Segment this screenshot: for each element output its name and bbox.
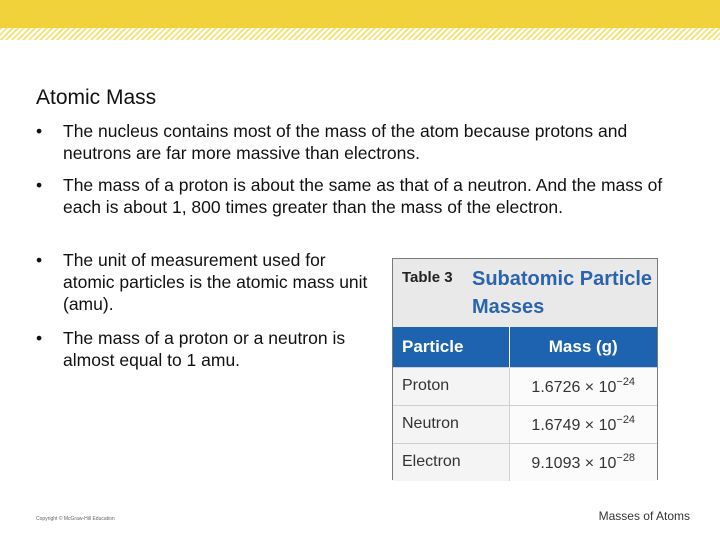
- column-header-particle: Particle: [393, 327, 509, 367]
- table-row: [393, 405, 657, 443]
- bullet-item: [36, 174, 676, 218]
- mass-exponent: −24: [616, 413, 636, 426]
- bullet-item: [36, 249, 381, 315]
- bullet-marker: •: [36, 328, 43, 348]
- mass-mantissa: 1.6749 × 10: [531, 416, 617, 434]
- table-row: [393, 443, 657, 481]
- header-accent-bar: [0, 0, 720, 28]
- subatomic-mass-table: [392, 258, 658, 480]
- particle-mass: [509, 443, 657, 481]
- particle-mass: [509, 405, 657, 443]
- copyright-notice: Copyright © McGraw-Hill Education: [36, 516, 115, 522]
- bullet-marker: •: [36, 175, 43, 195]
- table-title: Subatomic Particle Masses: [472, 268, 653, 318]
- table-grid: [393, 327, 657, 481]
- particle-mass: [509, 367, 657, 405]
- bullet-item: [36, 120, 676, 164]
- bullet-text: The mass of a proton or a neutron is almost equal to 1 amu.: [63, 328, 346, 370]
- bullet-text: The unit of measurement used for atomic particles is the atomic mass unit (amu).: [63, 250, 368, 314]
- bullet-marker: •: [36, 121, 43, 141]
- slide-title: Atomic Mass: [36, 86, 157, 109]
- bullet-text: The mass of a proton is about the same as that of a neutron. And the mass of each is about 1, 800 times greater than the mass of the electron.: [63, 175, 663, 217]
- mass-exponent: −28: [616, 451, 636, 464]
- bullet-marker: •: [36, 250, 43, 270]
- bullet-item: [36, 327, 381, 371]
- bullet-text: The nucleus contains most of the mass of the atom because protons and neutrons are far more massive than electrons.: [63, 121, 628, 163]
- footer-section-label: Masses of Atoms: [598, 509, 690, 523]
- particle-name: Electron: [393, 443, 509, 481]
- table-row: [393, 367, 657, 405]
- mass-mantissa: 1.6726 × 10: [531, 378, 617, 396]
- table-number: Table 3: [402, 269, 453, 286]
- table-header-row: [393, 327, 657, 367]
- column-header-mass: Mass (g): [509, 327, 657, 367]
- mass-exponent: −24: [616, 375, 636, 388]
- mass-mantissa: 9.1093 × 10: [531, 454, 617, 472]
- header-stripe-band: [0, 28, 720, 40]
- particle-name: Neutron: [393, 405, 509, 443]
- table-caption-area: [393, 259, 657, 327]
- particle-name: Proton: [393, 367, 509, 405]
